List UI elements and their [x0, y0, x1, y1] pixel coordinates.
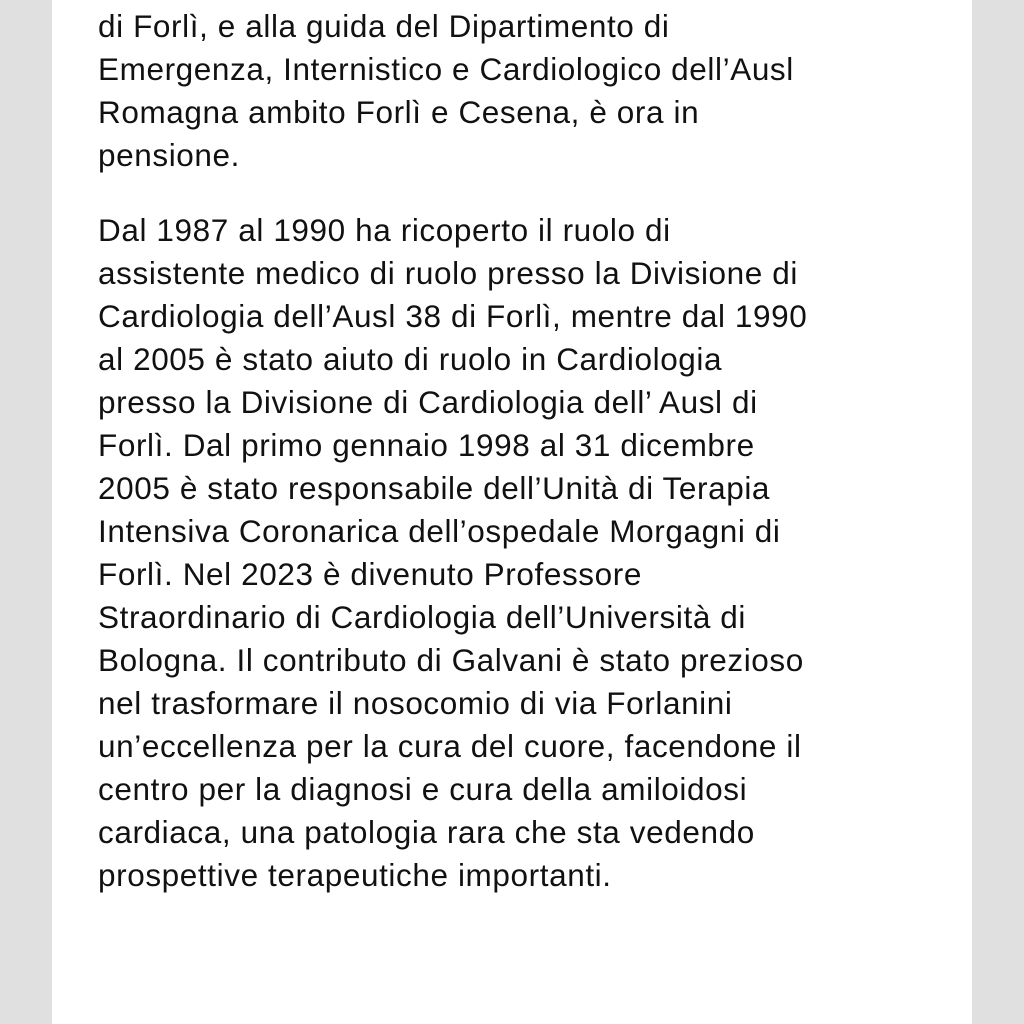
- paragraph-line: prospettive terapeutiche importanti.: [98, 857, 612, 893]
- paragraph-line: Romagna ambito Forlì e Cesena, è ora in: [98, 94, 700, 130]
- article-page: [52, 0, 972, 1024]
- paragraph-1: [98, 5, 794, 177]
- paragraph-line: Intensiva Coronarica dell’ospedale Morgagni di: [98, 513, 781, 549]
- paragraph-line: di Forlì, e alla guida del Dipartimento di: [98, 8, 670, 44]
- paragraph-line: presso la Divisione di Cardiologia dell’ Ausl di: [98, 384, 758, 420]
- paragraph-line: assistente medico di ruolo presso la Divisione di: [98, 255, 798, 291]
- paragraph-line: Cardiologia dell’Ausl 38 di Forlì, mentre dal 1990: [98, 298, 808, 334]
- paragraph-line: Forlì. Dal primo gennaio 1998 al 31 dicembre: [98, 427, 755, 463]
- paragraph-line: cardiaca, una patologia rara che sta vedendo: [98, 814, 755, 850]
- paragraph-line: un’eccellenza per la cura del cuore, facendone il: [98, 728, 802, 764]
- paragraph-line: al 2005 è stato aiuto di ruolo in Cardiologia: [98, 341, 723, 377]
- paragraph-line: Straordinario di Cardiologia dell’Università di: [98, 599, 747, 635]
- paragraph-line: Dal 1987 al 1990 ha ricoperto il ruolo di: [98, 212, 671, 248]
- paragraph-line: Forlì. Nel 2023 è divenuto Professore: [98, 556, 642, 592]
- paragraph-line: centro per la diagnosi e cura della amiloidosi: [98, 771, 748, 807]
- paragraph-line: Bologna. Il contributo di Galvani è stato prezioso: [98, 642, 804, 678]
- paragraph-line: pensione.: [98, 137, 241, 173]
- paragraph-line: 2005 è stato responsabile dell’Unità di Terapia: [98, 470, 771, 506]
- paragraph-line: Emergenza, Internistico e Cardiologico dell’Ausl: [98, 51, 794, 87]
- paragraph-line: nel trasformare il nosocomio di via Forlanini: [98, 685, 733, 721]
- paragraph-2: [98, 209, 807, 897]
